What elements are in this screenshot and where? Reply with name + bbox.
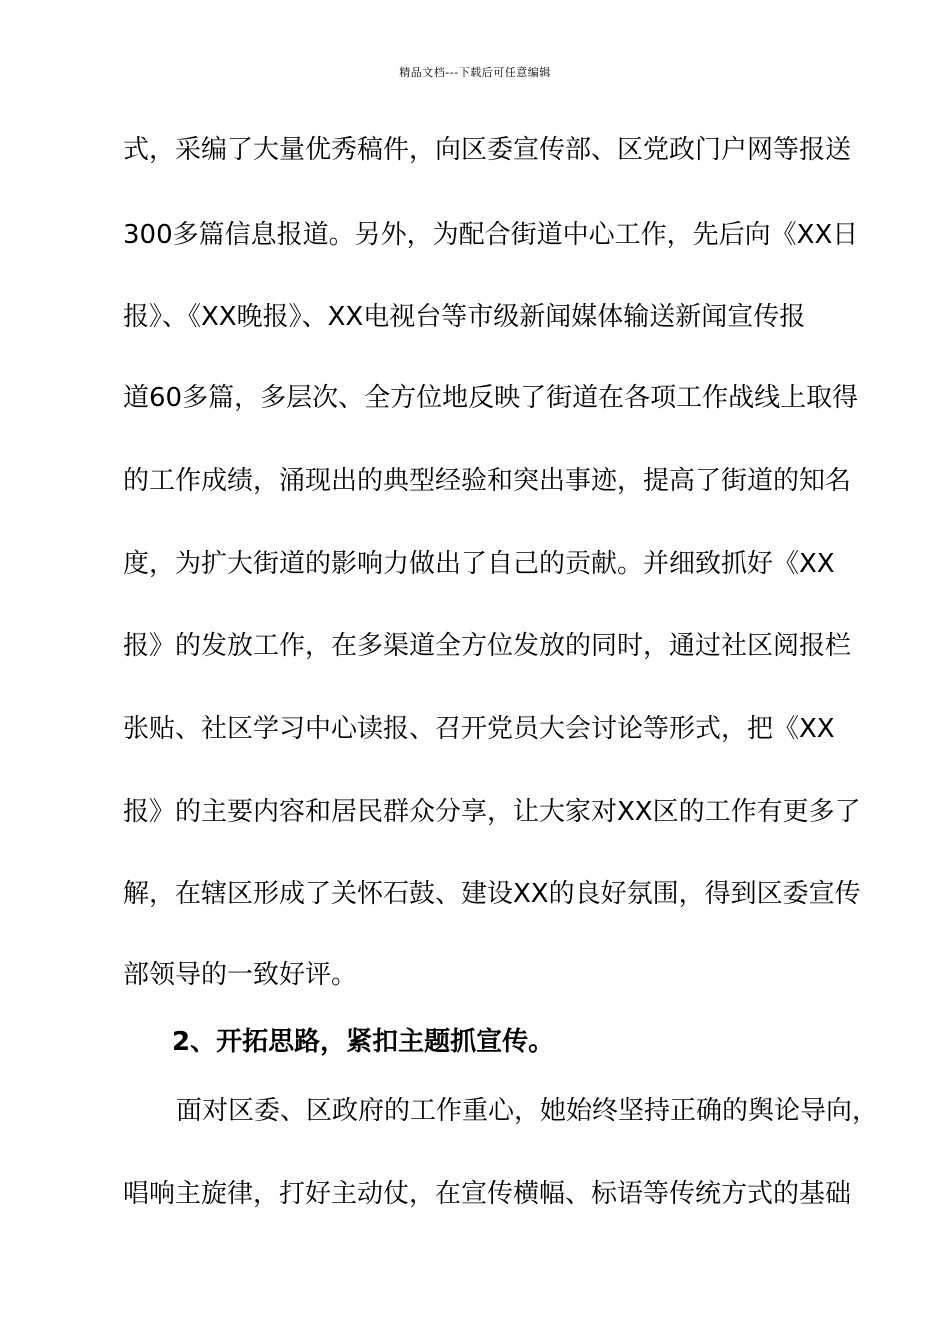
body-line: 解，在辖区形成了关怀石鼓、建设XX的良好氛围，得到区委宣传 bbox=[123, 879, 861, 909]
body-line: 张贴、社区学习中心读报、召开党员大会讨论等形式，把《XX bbox=[123, 714, 835, 744]
body-line: 部领导的一致好评。 bbox=[123, 960, 358, 990]
body-line: 300多篇信息报道。另外，为配合街道中心工作，先后向《XX日 bbox=[123, 220, 859, 250]
body-line: 度，为扩大街道的影响力做出了自己的贡献。并细致抓好《XX bbox=[123, 549, 835, 579]
body-line: 报》的主要内容和居民群众分享，让大家对XX区的工作有更多了 bbox=[123, 797, 861, 827]
body-line: 面对区委、区政府的工作重心，她始终坚持正确的舆论导向， bbox=[176, 1096, 879, 1126]
body-line: 报》的发放工作，在多渠道全方位发放的同时，通过社区阅报栏 bbox=[123, 631, 852, 661]
body-line: 式，采编了大量优秀稿件，向区委宣传部、区党政门户网等报送 bbox=[123, 135, 852, 165]
body-line: 的工作成绩，涌现出的典型经验和突出事迹，提高了街道的知名 bbox=[123, 466, 852, 496]
body-line: 报》、《XX晚报》、XX电视台等市级新闻媒体输送新闻宣传报 bbox=[123, 302, 806, 332]
page-header: 精品文档---下载后可任意编辑 bbox=[399, 66, 551, 79]
body-line: 道60多篇，多层次、全方位地反映了街道在各项工作战线上取得 bbox=[123, 383, 859, 413]
section-heading: 2、开拓思路，紧扣主题抓宣传。 bbox=[172, 1027, 555, 1057]
body-line: 唱响主旋律，打好主动仗，在宣传横幅、标语等传统方式的基础 bbox=[123, 1179, 852, 1209]
